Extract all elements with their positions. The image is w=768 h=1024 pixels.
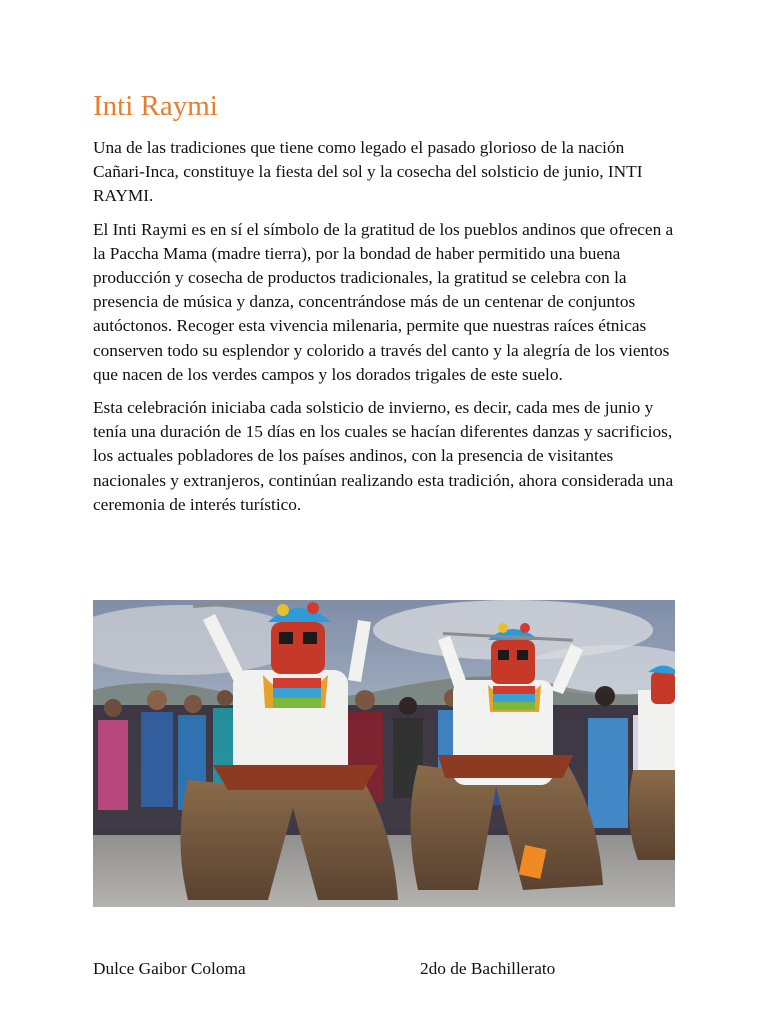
paragraph-1: Una de las tradiciones que tiene como legado el pasado glorioso de la nación Cañari-Inca, constituye la fiesta del sol y la cosecha del solsticio de junio, INTI RAYMI. bbox=[93, 138, 643, 206]
document-title: Inti Raymi bbox=[93, 90, 218, 122]
author-name: Dulce Gaibor Coloma bbox=[93, 959, 246, 978]
paragraph-3: Esta celebración iniciaba cada solsticio de invierno, es decir, cada mes de junio y tenía una duración de 15 días en los cuales se hacían diferentes danzas y sacrificios, los actuales pobladores de los países andinos, con la presencia de visitantes nacionales y extranjeros, continúan realizando esta tradición, ahora considerada una ceremonia de interés turístico. bbox=[93, 398, 674, 514]
paragraph-2: El Inti Raymi es en sí el símbolo de la gratitud de los pueblos andinos que ofrecen a la Paccha Mama (madre tierra), por la bondad de haber permitido una buena producción y cosecha de productos tradicionales, la gratitud se celebra con la presencia de música y danza, concentrándose más de un centenar de conjuntos autóctonos. Recoger esta vivencia milenaria, permite que nuestras raíces étnicas conserven todo su esplendor y colorido a través del canto y la alegría de los vientos que nacen de los verdes campos y los dorados trigales de este suelo. bbox=[93, 219, 674, 384]
document-body bbox=[93, 136, 679, 526]
student-grade: 2do de Bachillerato bbox=[420, 959, 556, 978]
dancers-photo bbox=[93, 600, 675, 907]
